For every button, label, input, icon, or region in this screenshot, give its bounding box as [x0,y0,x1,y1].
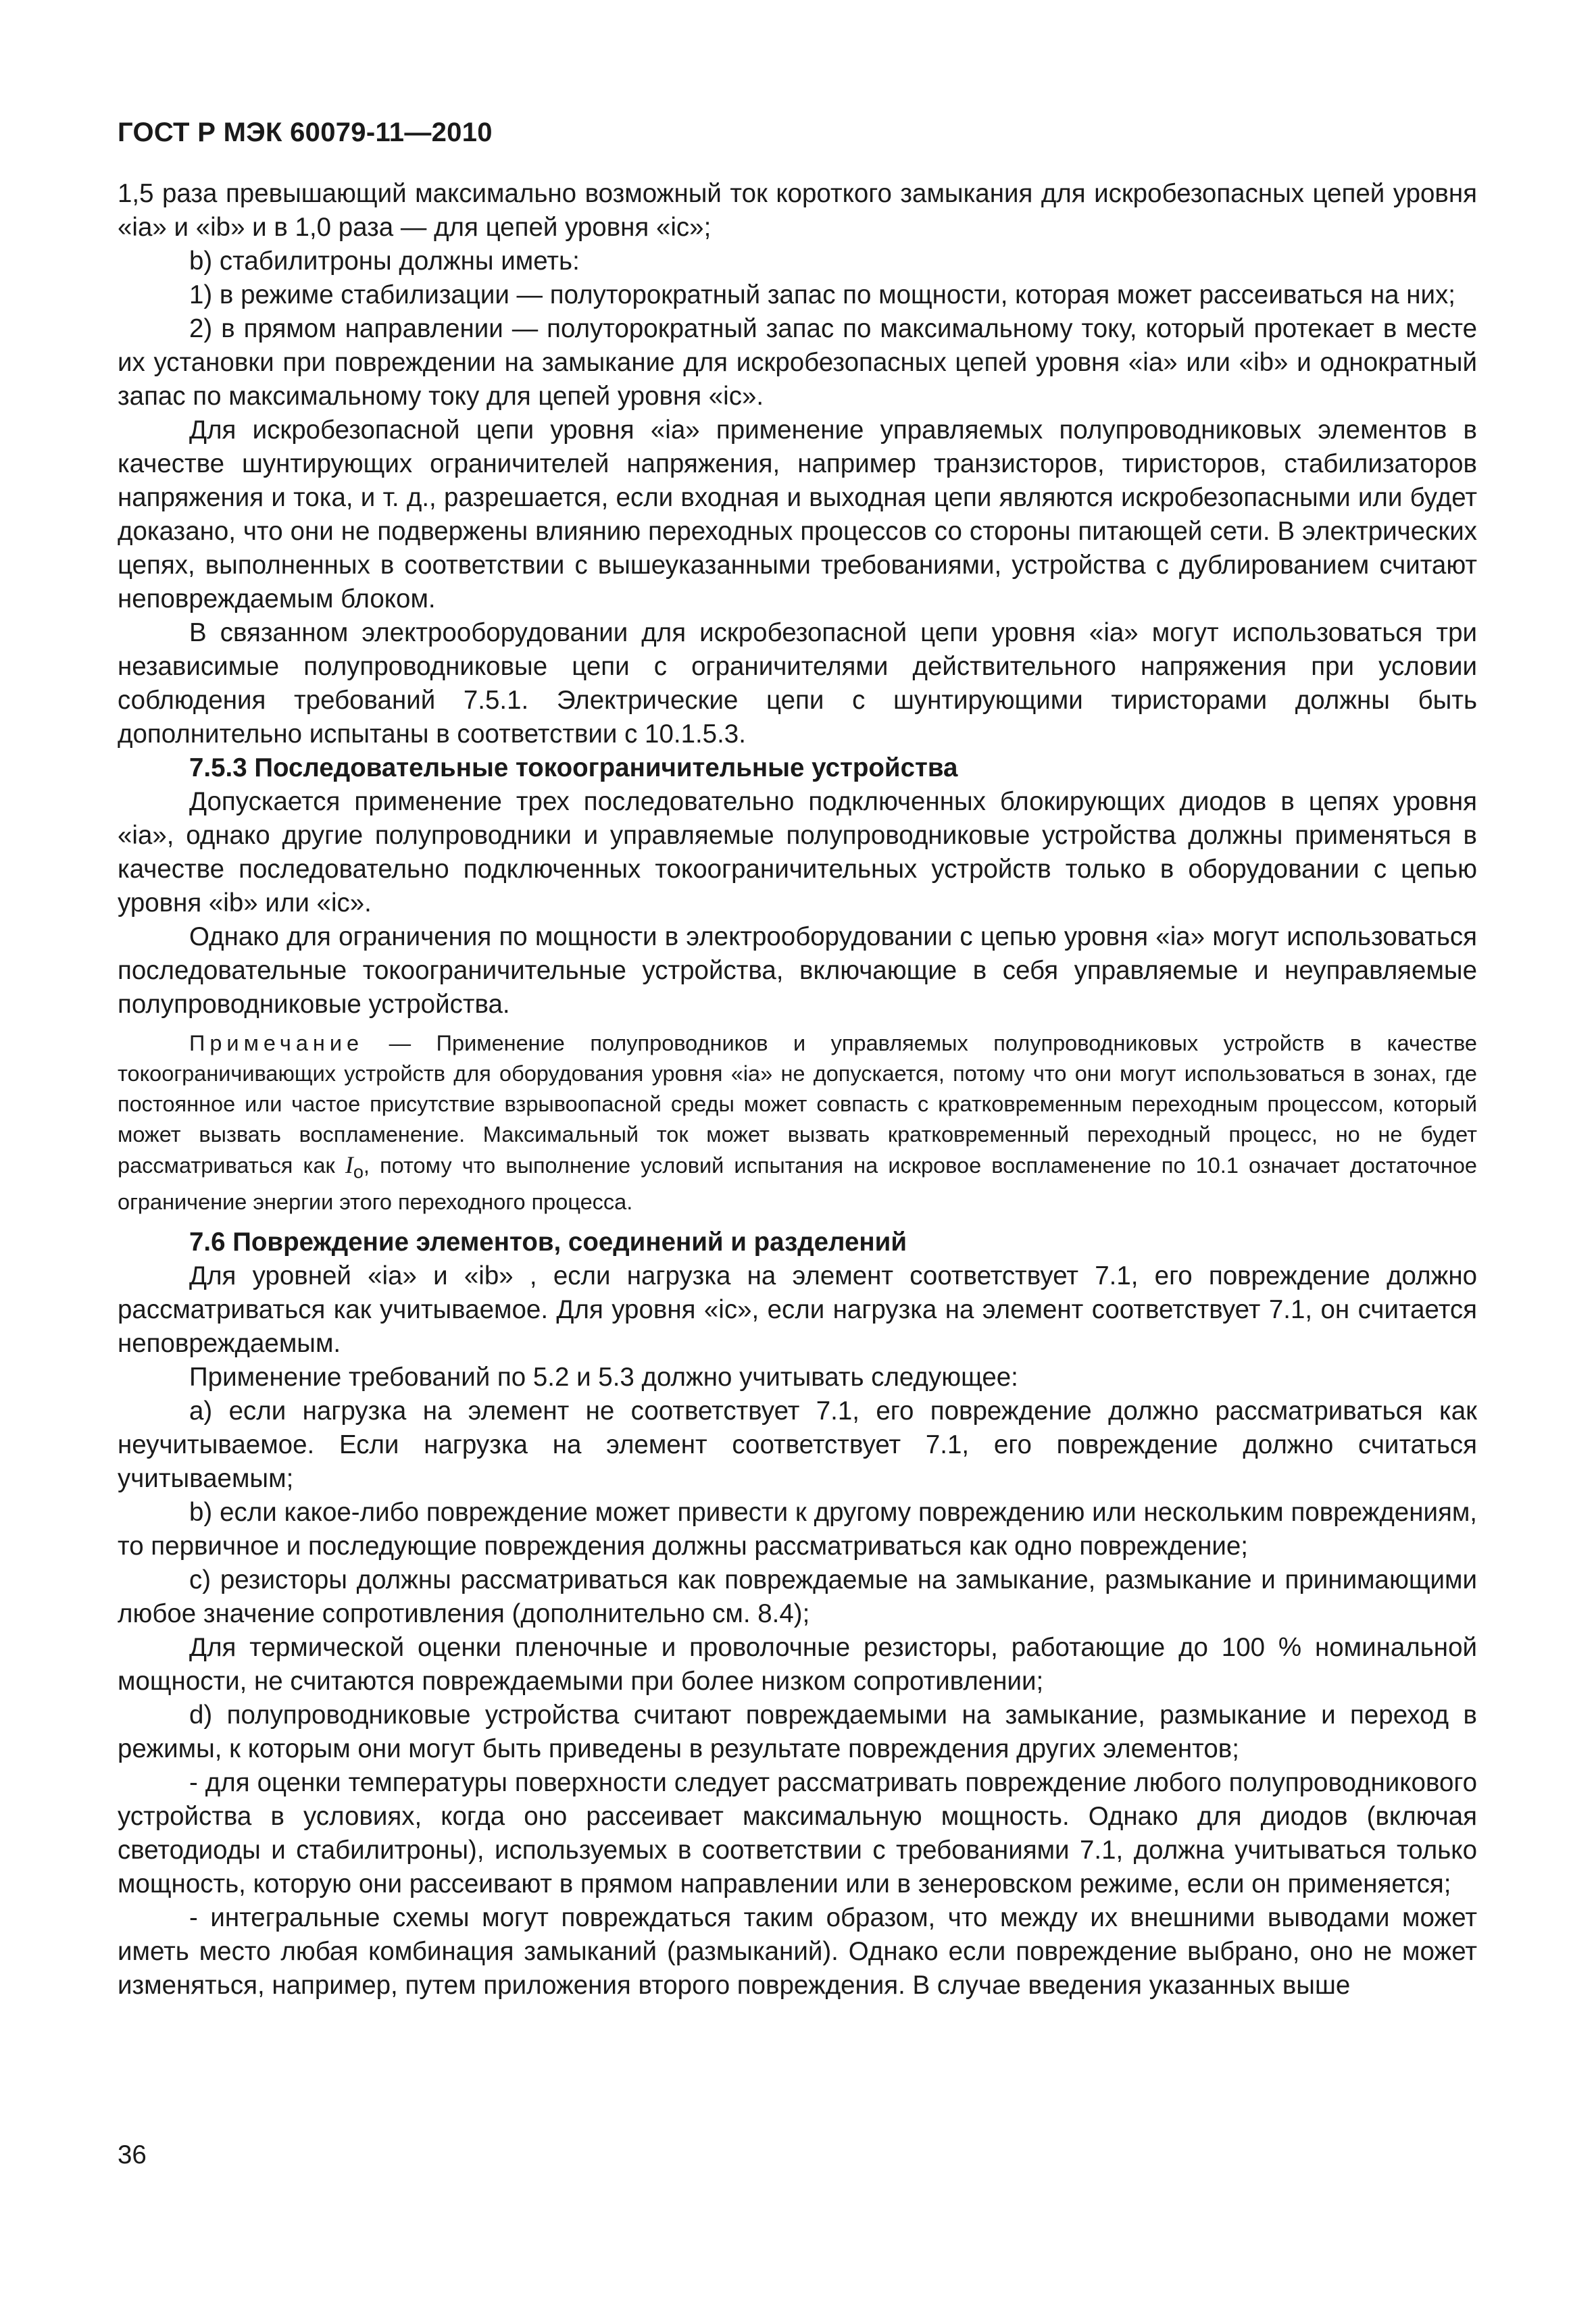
list-item: 1) в режиме стабилизации — полуторократный запас по мощности, которая может рассеиваться на них; [189,280,1455,309]
current-symbol-subscript: o [353,1161,364,1182]
page-number: 36 [118,2140,147,2169]
paragraph: Применение требований по 5.2 и 5.3 должно учитывать следующее: [189,1362,1018,1392]
paragraph: Однако для ограничения по мощности в электрооборудовании с цепью уровня «ia» могут использоваться последовательные токоограничительные устройства, включающие в себя управляемые и неуправляемые полупроводниковые устройства. [118,922,1477,1019]
list-item: 2) в прямом направлении — полуторократный запас по максимальному току, который протекает в месте их установки при повреждении на замыкание для искробезопасных цепей уровня «ia» или «ib» и однократный запас по максимальному току для цепей уровня «ic». [118,314,1477,411]
list-item: - для оценки температуры поверхности следует рассматривать повреждение любого полупроводникового устройства в условиях, когда оно рассеивает максимальную мощность. Однако для диодов (включая светодиоды и стабилитроны), используемых в соответствии с требованиями 7.1, должна учитываться только мощность, которую они рассеивают в прямом направлении или в зенеровском режиме, если он применяется; [118,1767,1477,1898]
paragraph: Для искробезопасной цепи уровня «ia» применение управляемых полупроводниковых элементов в качестве шунтирующих ограничителей напряжения, например транзисторов, тиристоров, стабилизаторов напряжения и тока, и т. д., разрешается, если входная и выходная цепи являются искробезопасными или будет доказано, что они не подвержены влиянию переходных процессов со стороны питающей сети. В электрических цепях, выполненных в соответствии с вышеуказанными требованиями, устройства с дублированием считают неповреждаемым блоком. [118,416,1477,613]
current-symbol: I [345,1151,353,1178]
list-item: c) резисторы должны рассматриваться как повреждаемые на замыкание, размыкание и принимающими любое значение сопротивления (дополнительно см. 8.4); [118,1565,1477,1628]
paragraph: Для уровней «ia» и «ib» , если нагрузка на элемент соответствует 7.1, его повреждение должно рассматриваться как учитываемое. Для уровня «ic», если нагрузка на элемент соответствует 7.1, он считается неповреждаемым. [118,1261,1477,1358]
note-label: Примечание [189,1031,364,1055]
paragraph: В связанном электрооборудовании для искробезопасной цепи уровня «ia» могут использоваться три независимые полупроводниковые цепи с ограничителями действительного напряжения при условии соблюдения требований 7.5.1. Электрические цепи с шунтирующими тиристорами должны быть дополнительно испытаны в соответствии с 10.1.5.3. [118,618,1477,749]
list-item: b) если какое-либо повреждение может привести к другому повреждению или нескольким повреждениям, то первичное и последующие повреждения должны рассматриваться как одно повреждение; [118,1497,1477,1561]
paragraph: 1,5 раза превышающий максимально возможный ток короткого замыкания для искробезопасных цепей уровня «ia» и «ib» и в 1,0 раза — для цепей уровня «ic»; [118,179,1477,242]
note-text: — Применение полупроводников и управляемых полупроводниковых устройств в качестве токоограничивающих устройств для оборудования уровня «ia» не допускается, потому что они могут использоваться в зонах, где постоянное или частое присутствие взрывоопасной среды может совпасть с кратковременным переходным процессом, который может вызвать воспламенение. Максимальный ток может вызвать кратковременный переходный процесс, но не будет рассматриваться как [118,1031,1477,1178]
list-item: а) если нагрузка на элемент не соответствует 7.1, его повреждение должно рассматриваться как неучитываемое. Если нагрузка на элемент соответствует 7.1, его повреждение должно считаться учитываемым; [118,1396,1477,1493]
section-heading-7-5-3: 7.5.3 Последовательные токоограничительные устройства [189,753,958,782]
paragraph: Допускается применение трех последовательно подключенных блокирующих диодов в цепях уровня «ia», однако другие полупроводники и управляемые полупроводниковые устройства должны применяться в качестве последовательно подключенных токоограничительных устройств только в оборудовании с цепью уровня «ib» или «ic». [118,787,1477,917]
standard-header: ГОСТ Р МЭК 60079-11—2010 [118,118,493,147]
list-item: b) стабилитроны должны иметь: [189,247,580,276]
note [118,1028,1477,1217]
paragraph: Для термической оценки пленочные и проволочные резисторы, работающие до 100 % номинальной мощности, не считаются повреждаемыми при более низком сопротивлении; [118,1632,1477,1696]
document-page [118,115,1477,2003]
section-heading-7-6: 7.6 Повреждение элементов, соединений и разделений [189,1227,907,1257]
note-text-end: , потому что выполнение условий испытания на искровое воспламенение по 10.1 означает достаточное ограничение энергии этого переходного процесса. [118,1153,1478,1214]
list-item: - интегральные схемы могут повреждаться таким образом, что между их внешними выводами может иметь место любая комбинация замыканий (размыканий). Однако если повреждение выбрано, оно не может изменяться, например, путем приложения второго повреждения. В случае введения указанных выше [118,1903,1477,2000]
list-item: d) полупроводниковые устройства считают повреждаемыми на замыкание, размыкание и переход в режимы, к которым они могут быть приведены в результате повреждения других элементов; [118,1700,1477,1763]
